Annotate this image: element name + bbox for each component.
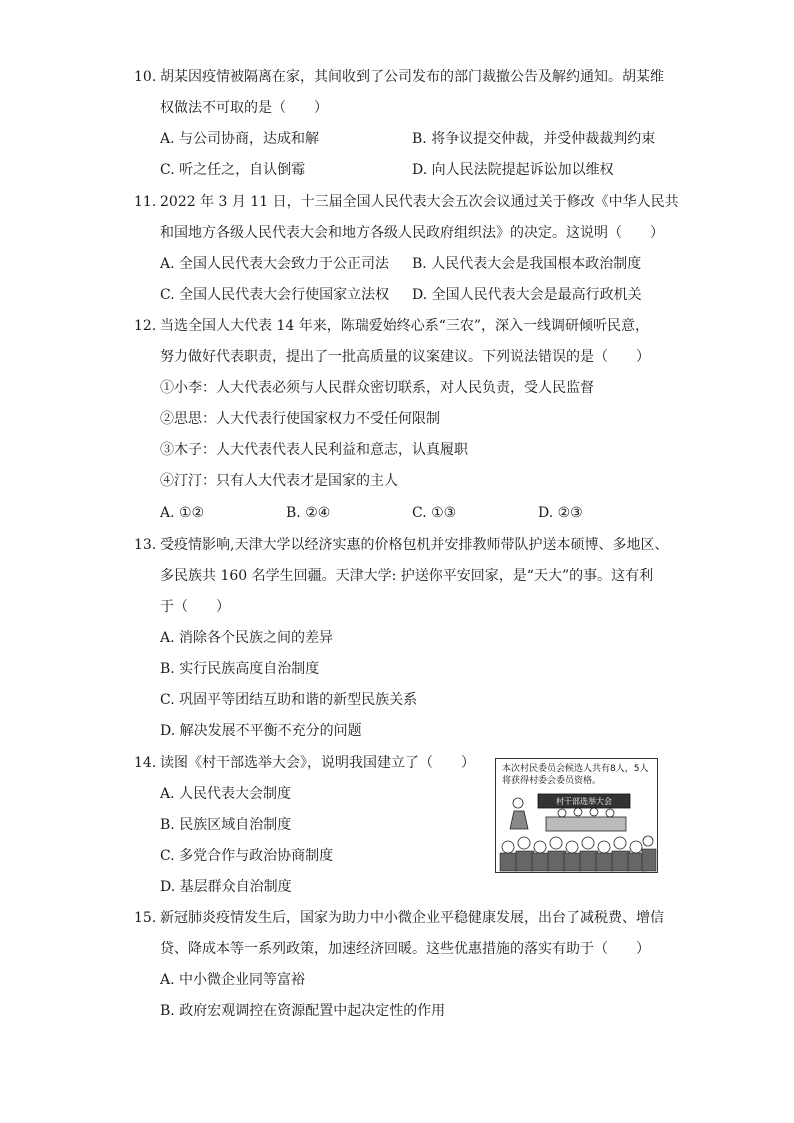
option-c[interactable]: C. 全国人民代表大会行使国家立法权 — [160, 287, 390, 303]
option-c[interactable]: C. 多党合作与政治协商制度 — [160, 848, 334, 864]
option-d[interactable]: D. 向人民法院提起诉讼加以维权 — [412, 162, 614, 178]
option-b[interactable]: B. 政府宏观调控在资源配置中起决定性的作用 — [160, 1003, 446, 1019]
option-b[interactable]: B. 实行民族高度自治制度 — [160, 661, 320, 677]
option-d[interactable]: D. 全国人民代表大会是最高行政机关 — [412, 287, 642, 303]
option-b[interactable]: B. ②④ — [286, 505, 331, 521]
question-text-line: 和国地方各级人民代表大会和地方各级人民政府组织法》的决定。这说明（ ） — [160, 225, 664, 241]
option-b[interactable]: B. 人民代表大会是我国根本政治制度 — [412, 256, 642, 272]
question-number: 13. — [134, 537, 157, 553]
option-d[interactable]: D. 基层群众自治制度 — [160, 879, 292, 895]
option-a[interactable]: A. 与公司协商，达成和解 — [160, 131, 320, 147]
question-text-line: 2022 年 3 月 11 日，十三届全国人民代表大会五次会议通过关于修改《中华人民共 — [160, 194, 679, 210]
statement: ④汀汀：只有人大代表才是国家的主人 — [160, 473, 398, 489]
cartoon-caption: 本次村民委员会候选人共有8人，5人将获得村委会委员资格。 — [502, 764, 649, 786]
option-a[interactable]: A. ①② — [160, 505, 205, 521]
option-a[interactable]: A. 消除各个民族之间的差异 — [160, 630, 334, 646]
option-a[interactable]: A. 全国人民代表大会致力于公正司法 — [160, 256, 390, 272]
cartoon-drawing — [496, 759, 657, 872]
question-number: 15. — [134, 910, 157, 926]
option-a[interactable]: A. 人民代表大会制度 — [160, 786, 292, 802]
question-text-line: 努力做好代表职责，提出了一批高质量的议案建议。下列说法错误的是（ ） — [160, 349, 650, 365]
option-c[interactable]: C. 听之任之，自认倒霉 — [160, 162, 306, 178]
question-number: 11. — [134, 194, 157, 210]
question-number: 12. — [134, 318, 157, 334]
option-d[interactable]: D. 解决发展不平衡不充分的问题 — [160, 723, 362, 739]
question-text-line: 当选全国人大代表 14 年来，陈瑞爱始终心系“三农”，深入一线调研倾听民意， — [160, 318, 650, 334]
village-election-cartoon — [495, 758, 658, 873]
question-text-line: 权做法不可取的是（ ） — [160, 100, 328, 116]
question-text-line: 多民族共 160 名学生回疆。天津大学: 护送你平安回家，是“天大”的事。这有利 — [160, 568, 654, 584]
question-text-line: 读图《村干部选举大会》，说明我国建立了（ ） — [160, 755, 475, 771]
statement: ②思思：人大代表行使国家权力不受任何限制 — [160, 411, 440, 427]
question-text-line: 新冠肺炎疫情发生后，国家为助力中小微企业平稳健康发展，出台了减税费、增信 — [160, 910, 664, 926]
statement: ①小李：人大代表必须与人民群众密切联系，对人民负责，受人民监督 — [160, 380, 594, 396]
question-text-line: 于（ ） — [160, 599, 230, 615]
option-c[interactable]: C. ①③ — [412, 505, 457, 521]
question-text-line: 受疫情影响,天津大学以经济实惠的价格包机并安排教师带队护送本硕博、多地区、 — [160, 537, 669, 553]
option-d[interactable]: D. ②③ — [538, 505, 583, 521]
cartoon-banner-text: 村干部选举大会 — [556, 797, 612, 806]
option-c[interactable]: C. 巩固平等团结互助和谐的新型民族关系 — [160, 692, 418, 708]
option-b[interactable]: B. 将争议提交仲裁，并受仲裁裁判约束 — [412, 131, 656, 147]
option-b[interactable]: B. 民族区域自治制度 — [160, 817, 292, 833]
question-number: 14. — [134, 755, 157, 771]
question-number: 10. — [134, 69, 157, 85]
question-text-line: 贷、降成本等一系列政策，加速经济回暖。这些优惠措施的落实有助于（ ） — [160, 941, 650, 957]
option-a[interactable]: A. 中小微企业同等富裕 — [160, 972, 306, 988]
question-text-line: 胡某因疫情被隔离在家，其间收到了公司发布的部门裁撤公告及解约通知。胡某维 — [160, 69, 664, 85]
statement: ③木子：人大代表代表人民利益和意志，认真履职 — [160, 442, 468, 458]
